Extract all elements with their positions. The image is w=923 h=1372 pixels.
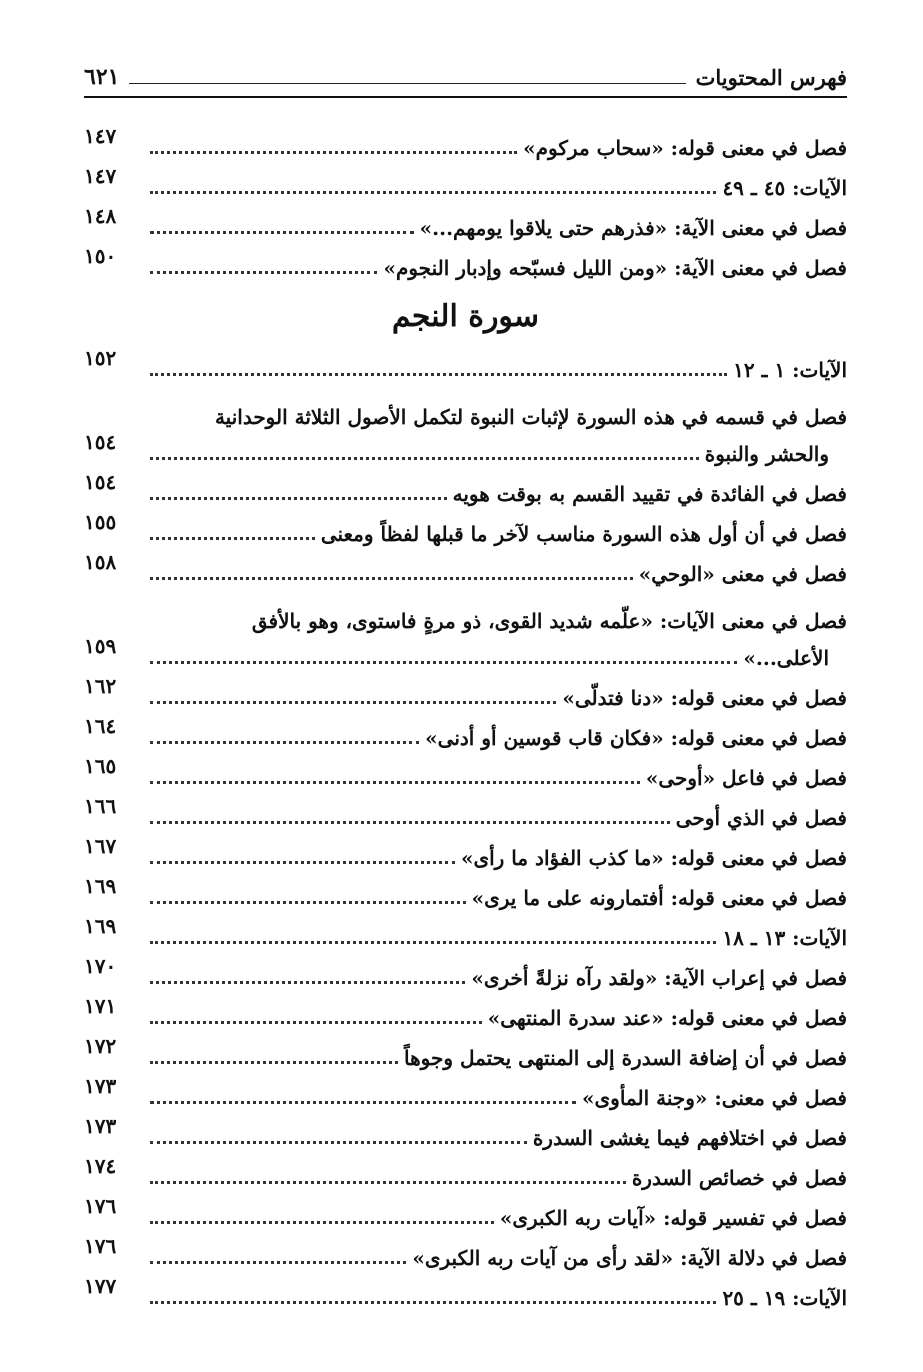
toc-entry-page: ١٥٨ [84,550,117,574]
toc-entry [84,344,847,384]
dot-leader [150,497,447,500]
toc-entry-page: ١٧٤ [84,1154,117,1178]
toc-entry-page: ١٧٧ [84,1274,117,1298]
toc-entry [84,712,847,752]
dot-leader [150,781,640,784]
toc-entry [84,1192,847,1232]
toc-entry-page: ١٧٣ [84,1114,117,1138]
toc-entry-page: ١٦٧ [84,834,117,858]
toc-entry-title: فصل في أن إضافة السدرة إلى المنتهى يحتمل وجوهاً [404,1046,847,1070]
toc-entry-title: فصل في معنى الآيات: «علّمه شديد القوى، ذو مرةٍ فاستوى، وهو بالأفق [251,609,847,633]
toc-entry-title: فصل في خصائص السدرة [631,1166,847,1190]
toc-entry-page: ١٥٤ [84,470,117,494]
toc-entry-page: ١٤٧ [84,124,117,148]
toc-entry [84,242,847,282]
toc-entry-page: ١٦٥ [84,754,117,778]
dot-leader [150,821,670,824]
dot-leader [150,231,414,234]
toc-entry [84,1112,847,1152]
toc-entry [84,832,847,872]
toc-entry-page: ١٥٢ [84,346,117,370]
toc-entry [84,636,847,672]
toc-entry-title: الأعلى...» [743,646,829,670]
toc-entry-page: ١٥٥ [84,510,117,534]
toc-entry-page: ١٥٩ [84,634,117,658]
toc-entry-title: فصل في إعراب الآية: «ولقد رآه نزلةً أخرى» [471,966,847,990]
toc-entry-title: فصل في الذي أوحى [675,806,847,830]
dot-leader [150,457,699,460]
dot-leader [150,1141,527,1144]
toc-entry [84,1072,847,1112]
toc-entry-title: فصل في معنى قوله: «فكان قاب قوسين أو أدنى» [425,726,847,750]
toc-entry-page: ١٥٤ [84,430,117,454]
dot-leader [150,1221,494,1224]
toc-section-before [84,122,847,282]
toc-entry-title: فصل في معنى قوله: «دنا فتدلّى» [562,686,847,710]
toc-entry [84,548,847,588]
toc-entry-title: فصل في معنى الآية: «ومن الليل فسبّحه وإدبار النجوم» [383,256,847,280]
dot-leader [150,701,556,704]
dot-leader [150,191,716,194]
toc-entry-title: فصل في أن أول هذه السورة مناسب لآخر ما قبلها لفظاً ومعنى [320,522,847,546]
toc-entry [84,792,847,832]
toc-entry-page: ١٧٣ [84,1074,117,1098]
dot-leader [150,741,419,744]
dot-leader [150,373,727,376]
toc-entry-title: والحشر والنبوة [704,442,829,466]
toc-entry-page: ١٦٤ [84,714,117,738]
toc-entry-page: ١٥٠ [84,244,117,268]
toc-entry-page: ١٦٢ [84,674,117,698]
toc-entry [84,588,847,636]
toc-entry [84,1272,847,1312]
dot-leader [150,1021,482,1024]
toc-entry [84,752,847,792]
table-of-contents [84,122,847,1312]
toc-entry [84,912,847,952]
dot-leader [150,271,377,274]
dot-leader [150,537,315,540]
toc-entry-title: فصل في معنى: «وجنة المأوى» [582,1086,847,1110]
toc-entry-title: فصل في معنى قوله: «سحاب مركوم» [523,136,847,160]
toc-entry [84,122,847,162]
toc-entry [84,952,847,992]
toc-entry-page: ١٧٠ [84,954,117,978]
toc-entry [84,468,847,508]
toc-section-after [84,344,847,1312]
header-title: فهرس المحتويات [695,65,847,90]
toc-entry-page: ١٧١ [84,994,117,1018]
toc-entry-title: فصل في معنى قوله: «ما كذب الفؤاد ما رأى» [460,846,847,870]
dot-leader [150,577,633,580]
surah-heading: سورة النجم [391,299,540,334]
running-header [84,52,847,96]
page-number: ٦٢١ [84,64,120,90]
toc-entry-title: فصل في معنى قوله: أفتمارونه على ما يرى» [471,886,847,910]
toc-entry-page: ١٤٧ [84,164,117,188]
toc-entry-title: فصل في اختلافهم فيما يغشى السدرة [532,1126,847,1150]
toc-entry [84,1232,847,1272]
toc-entry [84,672,847,712]
toc-entry [84,432,847,468]
toc-entry-title: الآيات: ٤٥ ـ ٤٩ [722,176,847,200]
dot-leader [150,1301,716,1304]
toc-entry [84,508,847,548]
toc-entry-title: الآيات: ١٩ ـ ٢٥ [722,1286,847,1310]
toc-entry-title: فصل في معنى «الوحي» [638,562,847,586]
toc-entry-page: ١٤٨ [84,204,117,228]
toc-entry [84,162,847,202]
dot-leader [150,1061,398,1064]
toc-entry-title: فصل في معنى الآية: «فذرهم حتى يلاقوا يومهم...» [419,216,847,240]
toc-entry [84,202,847,242]
toc-entry [84,1152,847,1192]
toc-entry-title: فصل في معنى قوله: «عند سدرة المنتهى» [487,1006,847,1030]
toc-entry-title: فصل في قسمه في هذه السورة لإثبات النبوة لتكمل الأصول الثلاثة الوحدانية [214,405,847,429]
header-line [129,83,685,84]
toc-entry [84,992,847,1032]
toc-entry-page: ١٧٦ [84,1234,117,1258]
dot-leader [150,661,737,664]
header-rule [84,96,847,98]
dot-leader [150,1181,626,1184]
toc-entry-title: فصل في فاعل «أوحى» [645,766,847,790]
dot-leader [150,901,466,904]
toc-entry-page: ١٦٦ [84,794,117,818]
dot-leader [150,981,465,984]
toc-entry-title: فصل في الفائدة في تقييد القسم به بوقت هويه [452,482,847,506]
dot-leader [150,151,517,154]
dot-leader [150,1101,576,1104]
toc-entry-page: ١٧٢ [84,1034,117,1058]
toc-entry [84,872,847,912]
toc-entry-title: الآيات: ١ ـ ١٢ [733,358,847,382]
toc-entry [84,384,847,432]
dot-leader [150,861,455,864]
toc-entry [84,1032,847,1072]
dot-leader [150,941,716,944]
toc-entry-page: ١٧٦ [84,1194,117,1218]
toc-entry-title: الآيات: ١٣ ـ ١٨ [722,926,847,950]
dot-leader [150,1261,406,1264]
toc-entry-page: ١٦٩ [84,914,117,938]
toc-entry-page: ١٦٩ [84,874,117,898]
toc-entry-title: فصل في تفسير قوله: «آيات ربه الكبرى» [499,1206,847,1230]
toc-entry-title: فصل في دلالة الآية: «لقد رأى من آيات ربه الكبرى» [412,1246,847,1270]
